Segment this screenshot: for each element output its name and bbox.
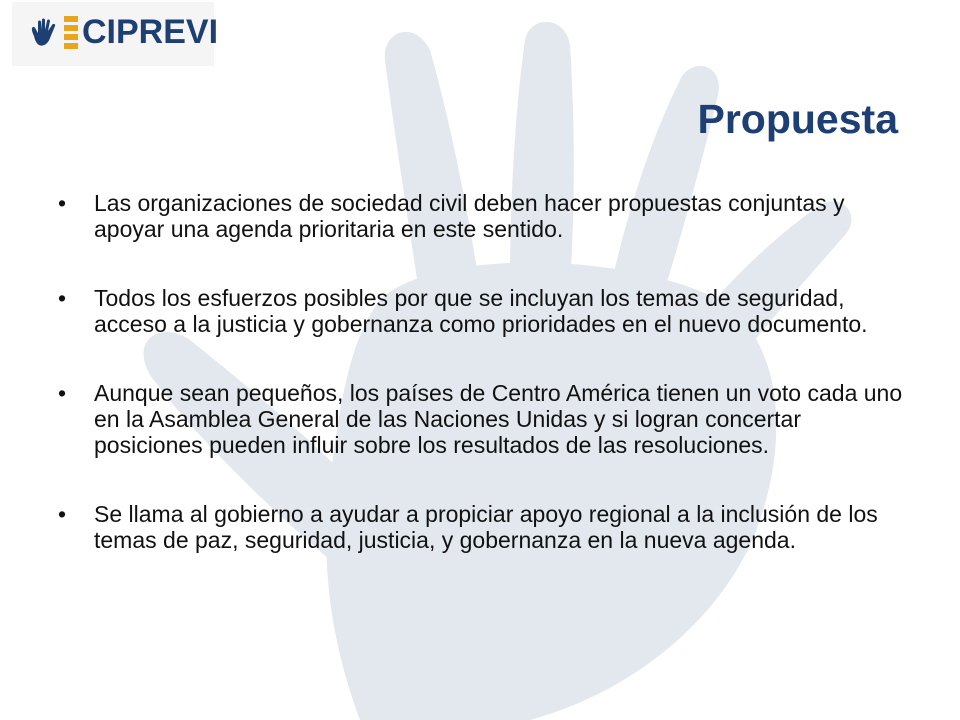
- list-item: [58, 501, 908, 553]
- logo: [12, 2, 219, 66]
- list-item: [58, 190, 908, 242]
- hand-icon: [28, 16, 62, 50]
- list-item: [58, 380, 908, 458]
- bullet-list: [58, 190, 908, 596]
- page-title: Propuesta: [697, 96, 898, 142]
- bullet-icon: •: [58, 285, 67, 311]
- logo-text: CIPREVI: [82, 13, 219, 51]
- list-item-text: Aunque sean pequeños, los países de Centro América tienen un voto cada uno en la Asamblea General de las Naciones Unidas y si logran concertar posiciones pueden influir sobre los resultados de las resoluciones.: [94, 380, 903, 458]
- logo-bars: [64, 16, 78, 50]
- list-item-text: Las organizaciones de sociedad civil deben hacer propuestas conjuntas y apoyar una agenda prioritaria en este sentido.: [94, 190, 845, 242]
- list-item-text: Se llama al gobierno a ayudar a propiciar apoyo regional a la inclusión de los temas de paz, seguridad, justicia, y gobernanza en la nueva agenda.: [94, 501, 878, 553]
- bullet-icon: •: [58, 380, 67, 406]
- bullet-icon: •: [58, 190, 67, 216]
- list-item: [58, 285, 908, 337]
- bullet-icon: •: [58, 501, 67, 527]
- list-item-text: Todos los esfuerzos posibles por que se incluyan los temas de seguridad, acceso a la justicia y gobernanza como prioridades en el nuevo documento.: [94, 285, 868, 337]
